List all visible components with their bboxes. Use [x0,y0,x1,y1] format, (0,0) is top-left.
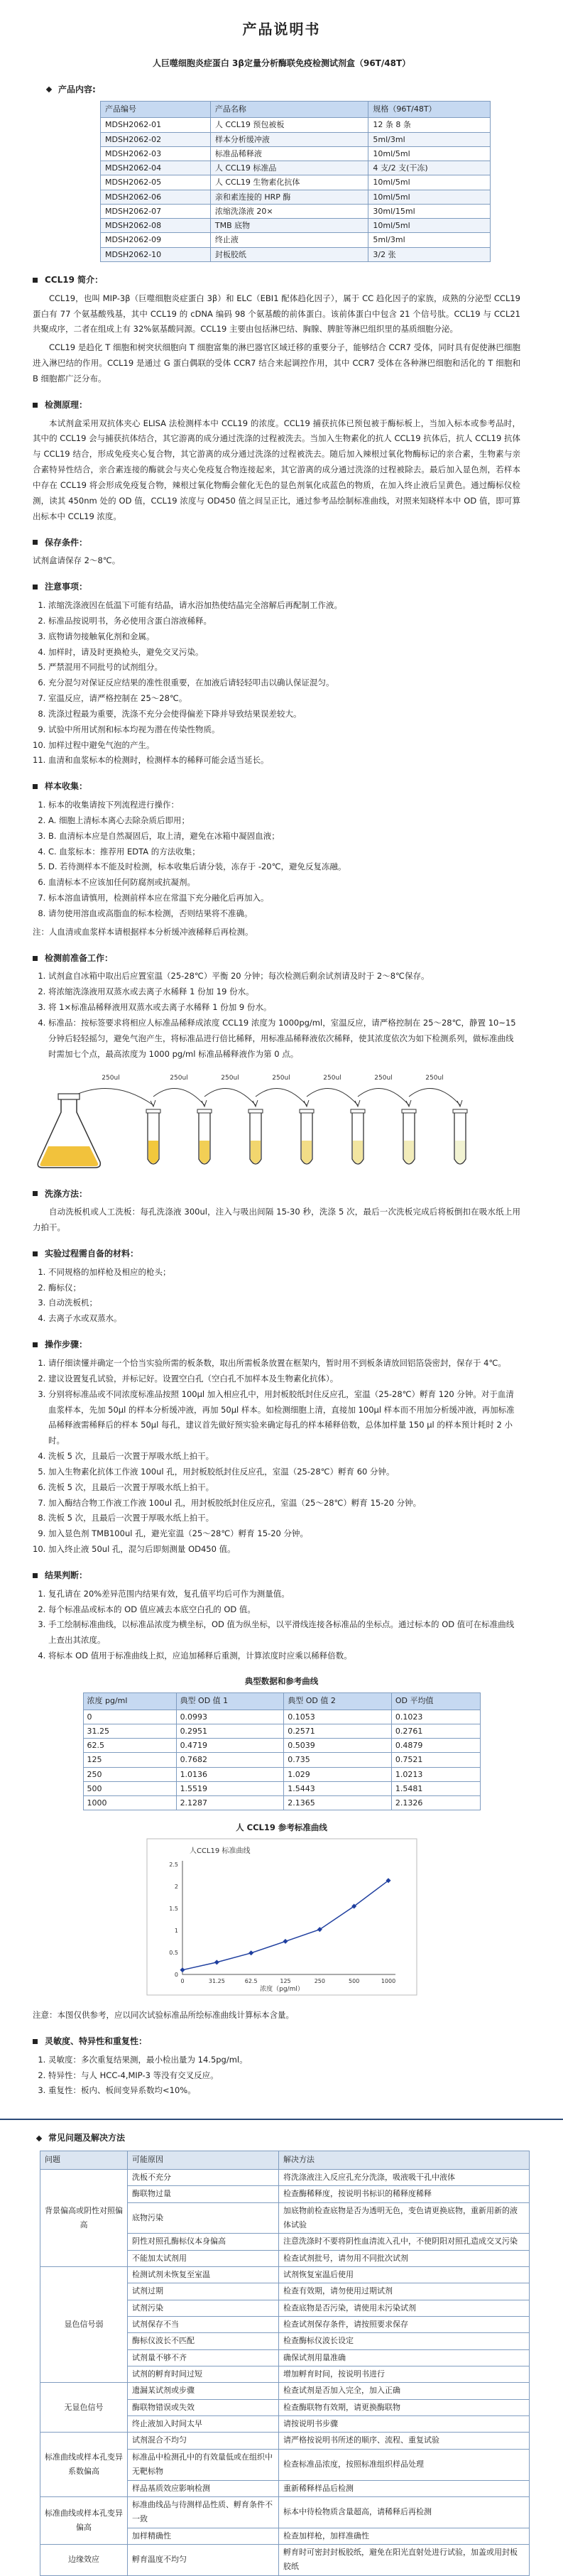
storage-section [33,535,520,570]
table-row [83,1796,480,1810]
note-item: 7. 室温反应，请严格控制在 25～28℃。 [48,691,520,707]
faq-solution-cell: 检查标准品浓度，按照标准组织样品处理 [279,2449,530,2480]
table-row [101,146,491,161]
prep-item: 1. 试剂盒自冰箱中取出后应置室温（25-28℃）平衡 20 分钟；每次检测后剩余试剂请及时于 2～8℃保存。 [48,969,520,984]
faq-cause-cell: 底物污染 [128,2202,279,2234]
table-cell: 终止液 [210,233,368,247]
x-axis-label: 浓度（pg/ml） [259,1986,304,1994]
table-cell: MDSH2062-04 [101,161,211,175]
sample-item: 4. C. 血浆标本：推荐用 EDTA 的方法收集； [48,844,520,860]
table-row [40,2544,530,2575]
table-header-cell: 产品编号 [101,101,211,118]
square-bullet-icon [33,784,38,789]
table-row [83,1739,480,1753]
square-bullet-icon [33,278,38,283]
table-row [83,1767,480,1781]
table-cell: MDSH2062-01 [101,118,211,132]
step-item: 8. 洗板 5 次，且最后一次置于厚吸水纸上拍干。 [48,1511,520,1526]
square-bullet-icon [33,1573,38,1578]
faq-solution-cell: 增加孵育时间，按说明书进行 [279,2366,530,2383]
storage-text: 试剂盒请保存 2～8℃。 [33,555,121,566]
table-row [101,247,491,261]
perf-item: 3. 重复性：板内、板间变异系数均<10%。 [48,2083,520,2099]
table-cell: 0.7521 [391,1753,480,1767]
sample-list [33,798,520,922]
diamond-bullet-icon [36,2135,42,2141]
faq-category-cell: 标准曲线或样本孔变异偏高 [40,2496,128,2544]
table-row [40,2433,530,2449]
test-tube-icon [453,1109,467,1164]
chart-note-section [33,2008,520,2023]
chart-note: 注意：本图仅供参考，应以同次试验标准品所绘标准曲线计算标本含量。 [33,2010,294,2021]
faq-solution-cell: 标本中待检物质含量超高，请稀释后再检测 [279,2496,530,2528]
table-cell: MDSH2062-02 [101,132,211,146]
results-section [33,1567,520,1664]
kit-table [100,101,491,262]
sample-item: 5. D. 若待测样本不能及时检测，标本收集后请分装，冻存于 -20℃，避免反复冻融。 [48,859,520,875]
faq-cause-cell: 阴性对照孔酶标仪本身偏高 [128,2234,279,2250]
material-item: 3. 自动洗板机； [48,1295,520,1311]
steps-heading: 操作步骤： [45,1339,88,1350]
faq-category-cell: 显色信号弱 [40,2267,128,2383]
table-cell: 5ml/3ml [368,132,491,146]
faq-cause-cell: 试剂污染 [128,2300,279,2316]
table-cell: 0.735 [284,1753,392,1767]
table-row [83,1724,480,1738]
table-cell: 1.5443 [284,1781,392,1795]
steps-section [33,1337,520,1558]
faq-cause-cell: 试剂量不够不齐 [128,2349,279,2366]
principle-heading: 检测原理： [45,399,88,410]
document-subtitle: 人巨噬细胞炎症蛋白 3β定量分析酶联免疫检测试剂盒（96T/48T） [152,58,411,68]
square-bullet-icon [33,585,38,589]
table-row [101,190,491,204]
perf-item: 2. 特异性：与人 HCC-4,MIP-3 等没有交叉反应。 [48,2068,520,2084]
note-item: 6. 充分混匀对保证反应结果的准性很重要，在加液后请轻轻叩击以确认保证混匀。 [48,675,520,691]
table-cell: 2.1326 [391,1796,480,1810]
faq-cause-cell: 酶联物过量 [128,2186,279,2202]
dilution-volume-label: 250ul [170,1074,188,1082]
table-cell: 31.25 [83,1724,176,1738]
table-header-cell: 问题 [40,2151,128,2170]
dilution-diagram [33,1070,520,1176]
material-item: 4. 去离子水或双蒸水。 [48,1311,520,1327]
table-row [101,219,491,233]
faq-cause-cell: 不能加太试剂用 [128,2250,279,2266]
note-item: 8. 洗涤过程最为重要，洗涤不充分会使得偏差下降并导致结果误差较大。 [48,707,520,722]
table-cell: MDSH2062-10 [101,247,211,261]
intro-paragraph-2: CCL19 是趋化 T 细胞和树突状细胞向 T 细胞富集的淋巴器官区域迁移的重要分子，能够结合 CCR7 受体，同时具有促使淋巴细胞进入淋巴结的作用。CCL19 是通过 G 蛋白偶联的受体 CCR7 结合来起调控作用，其中 CCR7 受体在各种淋巴细胞和活化的 T 细胞和 B 细胞都广泛分布。 [33,342,520,384]
kit-heading: 产品内容: [58,84,96,94]
table-row [101,204,491,218]
table-cell: MDSH2062-07 [101,204,211,218]
faq-solution-cell: 加底物前检查底物是否为透明无色，变色请更换底物，重新用新的液体试验 [279,2202,530,2234]
dilution-volume-label: 250ul [221,1074,239,1082]
perf-item: 1. 灵敏度：多次重复结果测，最小检出量为 14.5pg/ml。 [48,2053,520,2068]
chart-container [104,1820,459,2005]
principle-section [33,397,520,525]
table-row [101,233,491,247]
square-bullet-icon [33,1251,38,1256]
faq-category-cell: 背景偏高或阴性对照偏高 [40,2169,128,2266]
dilution-illustration [33,1070,515,1176]
prep-item: 4. 标准品：按标签要求将相应人标准品稀释成浓度 CCL19 浓度为 1000pg/ml，室温反应，请严格控制在 25～28℃，静置 10~15 分钟后轻轻摇匀，避免气泡产生，将标准品进行倍比稀释，用标准品稀释液依次稀释，使其浓度依次为如下检测系列，做标准曲线时需加七个点，最高浓度为 1000 pg/ml 标准品稀释液作为第 0 点。 [48,1016,520,1063]
transfer-arrow [72,1088,153,1105]
table-cell: 62.5 [83,1739,176,1753]
std-table-title: 典型数据和参考曲线 [244,1675,319,1686]
transfer-arrow [204,1088,256,1105]
faq-cause-cell: 孵育温度不均匀 [128,2544,279,2575]
table-cell: 1.5519 [176,1781,284,1795]
faq-solution-cell: 检查酶联物有效期，请更换酶联物 [279,2399,530,2415]
table-cell: 0.5039 [284,1739,392,1753]
material-item: 1. 不同规格的加样枪及相应的枪头； [48,1265,520,1281]
faq-solution-cell: 请严格按说明书所述的顺序、流程、重复试验 [279,2433,530,2449]
step-item: 2. 建议设置复孔试验，并标记好。设置空白孔（空白孔不加样本及生物素化抗体）。 [48,1371,520,1387]
materials-list [33,1265,520,1327]
table-cell: 0.4879 [391,1739,480,1753]
table-cell: 亲和素连接的 HRP 酶 [210,190,368,204]
faq-cause-cell: 试剂混合不均匀 [128,2433,279,2449]
table-cell: MDSH2062-09 [101,233,211,247]
table-header-cell: 解决方法 [279,2151,530,2170]
table-cell: 500 [83,1781,176,1795]
table-cell: 3/2 张 [368,247,491,261]
table-row [40,2496,530,2528]
square-bullet-icon [33,403,38,408]
sample-heading: 样本收集： [45,781,88,792]
chart-frame [147,1839,417,1995]
table-cell: 12 条 8 条 [368,118,491,132]
intro-paragraph-1: CCL19，也叫 MIP-3β（巨噬细胞炎症蛋白 3β）和 ELC（EBI1 配体趋化因子），属于 CC 趋化因子的家族，成熟的分泌型 CCL19 蛋白有 77 个氨基酸残基，其中 CCL19 的 cDNA 编码 98 个氨基酸的前体蛋白。该前体蛋白中包含 21 个信号肽。CCL19 与 CCL21 共聚成序，二者在组成上有 32%氨基酸同源。CCL19 主要由包括淋巴结、胸腺、脾脏等淋巴组织里的基质细胞分泌。 [33,293,520,335]
table-row [40,2169,530,2185]
faq-category-cell: 边缘效应 [40,2544,128,2575]
x-tick-label: 500 [348,1978,359,1985]
y-tick-label: 0 [174,1972,178,1979]
table-cell: 1.0213 [391,1767,480,1781]
sample-item: 2. A. 细胞上清标本离心去除杂质后即用； [48,813,520,829]
dilution-volume-label: 250ul [425,1074,444,1082]
table-header-cell: 典型 OD 值 2 [284,1692,392,1710]
step-item: 6. 洗板 5 次，且最后一次置于厚吸水纸上拍干。 [48,1480,520,1496]
table-row [40,2383,530,2399]
table-row [101,118,491,132]
faq-cause-cell: 洗板不充分 [128,2169,279,2185]
faq-solution-cell: 注意洗涤时不要将阴性血清流入孔中，不使阴阳对照孔造成交叉污染 [279,2234,530,2250]
table-cell: 250 [83,1767,176,1781]
step-item: 10. 加入终止液 50ul 孔，混匀后即刻测量 OD450 值。 [48,1542,520,1558]
test-tube-icon [300,1109,314,1164]
table-cell: 浓缩洗涤液 20× [210,204,368,218]
dilution-volume-label: 250ul [323,1074,341,1082]
notes-list [33,598,520,768]
steps-list [33,1356,520,1558]
test-tube-icon [402,1109,416,1164]
step-item: 1. 请仔细读懂并确定一个恰当实验所需的板条数，取出所需板条放置在框架内，暂时用不到板条请放回铝箔袋密封，保存于 4℃。 [48,1356,520,1371]
y-tick-label: 1.5 [168,1906,178,1913]
x-tick-label: 62.5 [244,1978,258,1985]
faq-cause-cell: 加样精确性 [128,2528,279,2544]
square-bullet-icon [33,2039,38,2044]
sample-item: 6. 血清标本不应该加任何防腐剂或抗凝剂。 [48,875,520,891]
notes-heading: 注意事项： [45,582,88,592]
std-table [83,1692,481,1811]
note-item: 3. 底物请勿接触氧化剂和金属。 [48,629,520,645]
transfer-arrow [409,1088,460,1105]
step-item: 7. 加入酶结合物工作液工作液 100ul 孔，用封板胶纸封住反应孔，室温（25～28℃）孵育 15-20 分钟。 [48,1496,520,1511]
chart-title: 人 CCL19 参考标准曲线 [236,1822,327,1833]
table-cell: 样本分析缓冲液 [210,132,368,146]
faq-cause-cell: 标准曲线品与待测样品性质、孵育条件不一致 [128,2496,279,2528]
prep-heading: 检测前准备工作： [45,952,114,963]
intro-heading: CCL19 简介： [45,274,104,285]
table-cell: 1.0136 [176,1767,284,1781]
faq-cause-cell: 检测试剂未恢复至室温 [128,2267,279,2283]
note-item: 5. 严禁混用不同批号的试剂组分。 [48,660,520,675]
table-row [101,161,491,175]
faq-cause-cell: 试剂过期 [128,2283,279,2300]
faq-solution-cell: 检查试剂保存条件，请按照要求保存 [279,2317,530,2333]
table-cell: 人 CCL19 生物素化抗体 [210,175,368,190]
table-cell: 标准品稀释液 [210,146,368,161]
faq-solution-cell: 检查试剂批号，请勿用不同批次试剂 [279,2250,530,2266]
table-cell: 2.1287 [176,1796,284,1810]
faq-solution-cell: 检查有效期，请勿使用过期试剂 [279,2283,530,2300]
table-cell: 10ml/5ml [368,190,491,204]
transfer-arrow [307,1088,358,1105]
faq-category-cell: 无显色信号 [40,2383,128,2433]
table-cell: 0.7682 [176,1753,284,1767]
test-tube-icon [351,1109,365,1164]
faq-table [40,2151,530,2575]
transfer-arrow [153,1088,204,1105]
table-cell: TMB 底物 [210,219,368,233]
note-item: 1. 浓缩洗涤液因在低温下可能有结晶，请水浴加热使结晶完全溶解后再配制工作液。 [48,598,520,614]
y-tick-label: 0.5 [168,1950,178,1957]
faq-solution-cell: 确保试剂用量准确 [279,2349,530,2366]
table-header-cell: OD 平均值 [391,1692,480,1710]
standard-curve-chart [104,1836,459,1999]
table-row [101,175,491,190]
materials-heading: 实验过程需自备的材料： [45,1249,139,1259]
faq-solution-cell: 检查试剂是否加入完全，加入正确 [279,2383,530,2399]
result-item: 4. 将标本 OD 值用于标准曲线上拟，应追加稀释后重测，计算浓度时应乘以稀释倍数。 [48,1648,520,1664]
table-cell: 0.0993 [176,1710,284,1724]
faq-solution-cell: 试剂恢复室温后使用 [279,2267,530,2283]
table-cell: 30ml/15ml [368,204,491,218]
table-cell: 0.2761 [391,1724,480,1738]
sample-item: 7. 标本溶血请慎用，检测前样本应在常温下充分融化后再加入。 [48,891,520,906]
table-header-cell: 产品名称 [210,101,368,118]
table-cell: 0.2571 [284,1724,392,1738]
table-cell: 人 CCL19 预包被板 [210,118,368,132]
kit-section [33,82,520,262]
prep-item: 3. 将 1×标准品稀释液用双蒸水或去离子水稀释 1 份加 9 份水。 [48,1000,520,1016]
perf-heading: 灵敏度、特异性和重复性： [45,2036,148,2046]
transfer-arrow [358,1088,409,1105]
table-cell: 2.1365 [284,1796,392,1810]
x-tick-label: 31.25 [208,1978,225,1985]
faq-solution-cell: 检查底物是否污染，请使用未污染试剂 [279,2300,530,2316]
transfer-arrow [256,1088,307,1105]
square-bullet-icon [33,1342,38,1347]
table-cell: 10ml/5ml [368,219,491,233]
y-tick-label: 2 [174,1884,178,1891]
table-cell: 0.1053 [284,1710,392,1724]
faq-heading: 常见问题及解决方法 [48,2133,126,2143]
results-list [33,1587,520,1664]
table-row [83,1710,480,1724]
intro-section [33,272,520,387]
faq-solution-cell: 检查酶稀释度，按说明书标识的稀释度稀释 [279,2186,530,2202]
faq-cause-cell: 酶联物错误或失效 [128,2399,279,2415]
perf-section [33,2033,520,2099]
x-tick-label: 1000 [381,1978,395,1985]
x-tick-label: 250 [314,1978,325,1985]
prep-section [33,950,520,1176]
faq-solution-cell: 请按说明书步骤 [279,2416,530,2433]
principle-paragraph: 本试剂盒采用双抗体夹心 ELISA 法检测样本中 CCL19 的浓度。CCL19 捕获抗体已预包被于酶标板上，当加入标本或参考品时，其中的 CCL19 会与捕获抗体结合，其它游离的成分通过洗涤的过程被洗去。当加入生物素化的抗人 CCL19 抗体后，抗人 CCL19 抗体与 CCL19 结合，形成免疫夹心复合物，其它游离的成分通过洗涤的过程被洗去。随后加入辣根过氧化物酶标记的亲合素，生物素与亲合素特异性结合，亲合素连接的酶就会与夹心免疫复合物连接起来，其它游离的成分通过洗涤的过程被除去。最后加入显色剂，若样本中存在 CCL19 将会形成免疫复合物，辣根过氧化物酶会催化无色的显色剂氧化成蓝色的物质，在加入终止液后呈黄色。通过酶标仪检测，读其 450nm 处的 OD 值，CCL19 浓度与 OD450 值之间呈正比，通过参考品绘制标准曲线，对照来知晓样本中 OD 值，即可算出标本中 CCL19 浓度。 [33,418,520,521]
wash-heading: 洗涤方法： [45,1188,88,1199]
table-row [40,2267,530,2283]
table-header-cell: 规格（96T/48T） [368,101,491,118]
faq-cause-cell: 酶标仪波长不匹配 [128,2333,279,2349]
table-cell: 0.2951 [176,1724,284,1738]
step-item: 9. 加入显色剂 TMB100ul 孔，避光室温（25～28℃）孵育 15-20 分钟。 [48,1526,520,1542]
sample-item: 3. B. 血清标本应是自然凝固后，取上清，避免在冰箱中凝固血液； [48,829,520,844]
table-header-cell: 典型 OD 值 1 [176,1692,284,1710]
sample-item: 8. 请勿使用溶血或高脂血的标本检测，否则结果将不准确。 [48,906,520,922]
table-cell: MDSH2062-05 [101,175,211,190]
faq-cause-cell: 遗漏某试剂或步骤 [128,2383,279,2399]
square-bullet-icon [33,540,38,545]
material-item: 2. 酶标仪； [48,1281,520,1296]
square-bullet-icon [33,1191,38,1196]
table-row [83,1753,480,1767]
x-tick-label: 0 [180,1978,185,1985]
test-tube-icon [197,1109,212,1164]
wash-text: 自动洗板机或人工洗板：每孔洗涤液 300ul，注入与吸出间隔 15-30 秒，洗涤 5 次，最后一次洗板完成后将板倒扣在吸水纸上用力拍干。 [33,1207,520,1233]
table-cell: MDSH2062-06 [101,190,211,204]
note-item: 11. 血清和血浆标本的检测时，检测样本的稀释可能会适当延长。 [48,753,520,768]
wash-section [33,1186,520,1236]
faq-solution-cell: 检查加样枪，加样准确性 [279,2528,530,2544]
x-tick-label: 125 [279,1978,291,1985]
table-cell: 封板胶纸 [210,247,368,261]
faq-section [33,2130,520,2575]
test-tube-icon [248,1109,263,1164]
table-row [83,1781,480,1795]
chart-subtitle: 人CCL19 标准曲线 [189,1847,250,1856]
dilution-volume-label: 250ul [272,1074,290,1082]
table-header-cell: 可能原因 [128,2151,279,2170]
square-bullet-icon [33,956,38,961]
result-item: 3. 手工绘制标准曲线，以标准品浓度为横坐标，OD 值为纵坐标，以平滑线连接各标准品的坐标点。通过标本的 OD 值可在标准曲线上查出其浓度。 [48,1617,520,1648]
diamond-bullet-icon [46,87,52,92]
faq-cause-cell: 标准品中检测孔中的有效量低或在组织中无靶标物 [128,2449,279,2480]
faq-cause-cell: 终止液加入时间太早 [128,2416,279,2433]
result-item: 1. 复孔请在 20%差异范围内结果有效，复孔值平均后可作为测量值。 [48,1587,520,1602]
faq-category-cell: 标准曲线或样本孔变异系数偏高 [40,2433,128,2496]
table-cell: 10ml/5ml [368,146,491,161]
notes-section [33,579,520,768]
sample-section [33,778,520,940]
document-title: 产品说明书 [242,21,321,38]
results-heading: 结果判断： [45,1570,88,1580]
table-cell: 1000 [83,1796,176,1810]
prep-list [33,969,520,1062]
y-tick-label: 1 [174,1928,178,1935]
dilution-volume-label: 250ul [374,1074,393,1082]
y-tick-label: 2.5 [168,1862,178,1869]
table-cell: 125 [83,1753,176,1767]
step-item: 5. 加入生物素化抗体工作液 100ul 孔，用封板胶纸封住反应孔，室温（25-28℃）孵育 60 分钟。 [48,1464,520,1480]
faq-cause-cell: 试剂保存不当 [128,2317,279,2333]
beaker-icon [38,1094,100,1168]
table-row [101,132,491,146]
table-cell: 人 CCL19 标准品 [210,161,368,175]
table-cell: MDSH2062-08 [101,219,211,233]
faq-solution-cell: 重新稀释样品后检测 [279,2480,530,2496]
sample-note: 注：人血清或血浆样本请根据样本分析缓冲液稀释后再检测。 [33,926,253,937]
table-cell: 0.4719 [176,1739,284,1753]
table-header-cell: 浓度 pg/ml [83,1692,176,1710]
faq-solution-cell: 孵育时可密封封板胶纸，避免在阳光直射处进行试验，加盖或用封板胶纸 [279,2544,530,2575]
table-cell: 5ml/3ml [368,233,491,247]
note-item: 10. 加样过程中避免气泡的产生。 [48,738,520,754]
faq-solution-cell: 将洗涤液注入反应孔充分洗涤，吸液吸干孔中液体 [279,2169,530,2185]
note-item: 2. 标准品按说明书，务必使用含蛋白溶液稀释。 [48,614,520,629]
table-cell: 0.1023 [391,1710,480,1724]
perf-list [33,2053,520,2099]
materials-section [33,1246,520,1327]
step-item: 3. 分别将标准品或不同浓度标准品按照 100μl 加入相应孔中，用封板胶纸封住反应孔，室温（25-28℃）孵育 120 分钟。对于血清血浆样本，先加 50μl 的样本分析缓冲液，再加 50μl 样本。如检测细胞上清，直接加 100μl 样本而不用加分析缓冲液，再加标准品稀释液需稀释后的样本 50μl 每孔，建议首先做好预实验来确定每孔的样本稀释倍数，总体加样量 150 μl 的样本预计耗时 2 小时。 [48,1387,520,1449]
table-cell: 0 [83,1710,176,1724]
prep-item: 2. 将浓缩洗涤液用双蒸水或去离子水稀释 1 份加 19 份水。 [48,984,520,1000]
faq-cause-cell: 样品基质效应影响检测 [128,2480,279,2496]
table-cell: MDSH2062-03 [101,146,211,161]
step-item: 4. 洗板 5 次，且最后一次置于厚吸水纸上拍干。 [48,1449,520,1464]
note-item: 4. 加样时，请及时更换枪头，避免交叉污染。 [48,645,520,661]
table-cell: 1.029 [284,1767,392,1781]
table-cell: 10ml/5ml [368,175,491,190]
sample-item: 1. 标本的收集请按下列流程进行操作： [48,798,520,813]
result-item: 2. 每个标准品或标本的 OD 值应减去本底空白孔的 OD 值。 [48,1602,520,1618]
faq-cause-cell: 试剂的孵育时间过短 [128,2366,279,2383]
section-divider [0,2119,563,2120]
dilution-volume-label: 250ul [102,1074,120,1082]
test-tube-icon [146,1109,160,1164]
table-cell: 1.5481 [391,1781,480,1795]
storage-heading: 保存条件： [45,537,88,548]
faq-solution-cell: 检查酶标仪波长设定 [279,2333,530,2349]
table-cell: 4 支/2 支(干冻) [368,161,491,175]
note-item: 9. 试验中所用试剂和标本均视为潜在传染性物质。 [48,722,520,738]
